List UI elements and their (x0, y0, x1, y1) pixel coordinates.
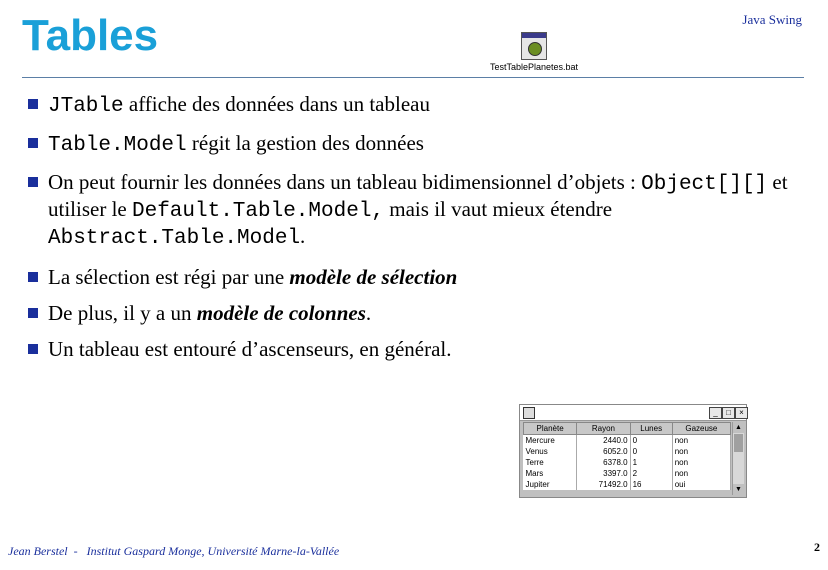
table-cell[interactable]: 16 (630, 479, 672, 490)
scroll-thumb[interactable] (734, 434, 743, 452)
table-cell[interactable]: oui (672, 479, 730, 490)
table-cell[interactable]: non (672, 446, 730, 457)
table-cell[interactable]: Terre (524, 457, 577, 468)
bullet-text-run: On peut fournir les données dans un tableau bidimensionnel d’objets : (48, 170, 642, 194)
column-header[interactable]: Lunes (630, 423, 672, 435)
scroll-up-icon[interactable]: ▲ (733, 422, 744, 433)
header-divider (22, 77, 804, 78)
table-cell[interactable]: Mars (524, 468, 577, 479)
bullet-text-run: Table.Model (48, 134, 187, 157)
bullet-text-run: De plus, il y a un (48, 301, 197, 325)
bullet-text-run: modèle de sélection (289, 265, 458, 289)
bullet-text-run: régit la gestion des données (186, 131, 424, 155)
table-row[interactable] (524, 457, 731, 468)
bullet-text-run: JTable (48, 95, 124, 118)
bullet-text-run: et utiliser le (48, 170, 788, 221)
table-cell[interactable]: 71492.0 (577, 479, 630, 490)
bullet-text-run: Un tableau est entouré d’ascenseurs, en général. (48, 337, 452, 361)
maximize-button[interactable]: □ (722, 407, 735, 419)
page-number: 2 (814, 540, 820, 554)
bullet-text-run: La sélection est régi par une (48, 265, 290, 289)
table-cell[interactable]: 1 (630, 457, 672, 468)
table-row[interactable] (524, 479, 731, 490)
table-cell[interactable]: 6378.0 (577, 457, 630, 468)
bullet-text-run: Default.Table.Model, (131, 200, 385, 223)
table-cell[interactable]: 6052.0 (577, 446, 630, 457)
bullet-text-run: . (300, 224, 306, 248)
bullet-marker-icon (28, 177, 38, 187)
bullet-item (28, 301, 788, 325)
bullet-list (28, 92, 788, 361)
table-cell[interactable]: Venus (524, 446, 577, 457)
table-cell[interactable]: Mercure (524, 435, 577, 447)
table-cell[interactable]: Jupiter (524, 479, 577, 490)
vertical-scrollbar[interactable] (732, 422, 744, 495)
app-icon (523, 407, 535, 419)
bullet-marker-icon (28, 308, 38, 318)
column-header[interactable]: Planète (524, 423, 577, 435)
slide-title: Tables (22, 11, 159, 60)
table-row[interactable] (524, 468, 731, 479)
minimize-button[interactable]: _ (709, 407, 722, 419)
bullet-item (28, 337, 788, 361)
bullet-text-run: Object[][] (641, 173, 768, 196)
file-shortcut-label: TestTablePlanetes.bat (489, 62, 579, 72)
close-button[interactable]: × (735, 407, 748, 419)
bullet-item (28, 92, 788, 119)
table-row[interactable] (524, 446, 731, 457)
bullet-text-run: Abstract.Table.Model (48, 227, 301, 250)
table-cell[interactable]: 0 (630, 446, 672, 457)
bullet-text-run: mais il vaut mieux étendre (384, 197, 613, 221)
bullet-item (28, 131, 788, 158)
table-header-row (524, 423, 731, 435)
table-cell[interactable]: non (672, 457, 730, 468)
bullet-item (28, 265, 788, 289)
table-cell[interactable]: non (672, 435, 730, 447)
bullet-item (28, 170, 788, 251)
table-body (524, 435, 731, 491)
column-header[interactable]: Rayon (577, 423, 630, 435)
bullet-marker-icon (28, 138, 38, 148)
table-cell[interactable]: 2 (630, 468, 672, 479)
table-row[interactable] (524, 435, 731, 447)
table-cell[interactable]: 3397.0 (577, 468, 630, 479)
bullet-text-run: modèle de colonnes (196, 301, 366, 325)
table-cell[interactable]: 0 (630, 435, 672, 447)
column-header[interactable]: Gazeuse (672, 423, 730, 435)
table-cell[interactable]: 2440.0 (577, 435, 630, 447)
bullet-text-run: . (365, 301, 372, 325)
bullet-marker-icon (28, 272, 38, 282)
course-label: Java Swing (742, 12, 802, 27)
footer-credit: Jean Berstel - Institut Gaspard Monge, Université Marne-la-Vallée (8, 544, 340, 558)
table-cell[interactable]: non (672, 468, 730, 479)
window-title-bar[interactable] (520, 405, 746, 421)
scroll-down-icon[interactable]: ▼ (733, 484, 744, 495)
planet-table[interactable] (523, 422, 731, 490)
java-batch-file-icon (521, 32, 547, 60)
file-shortcut[interactable] (480, 32, 588, 74)
bullet-marker-icon (28, 99, 38, 109)
bullet-marker-icon (28, 344, 38, 354)
bullet-text-run: affiche des données dans un tableau (123, 92, 430, 116)
table-demo-window (519, 404, 747, 498)
